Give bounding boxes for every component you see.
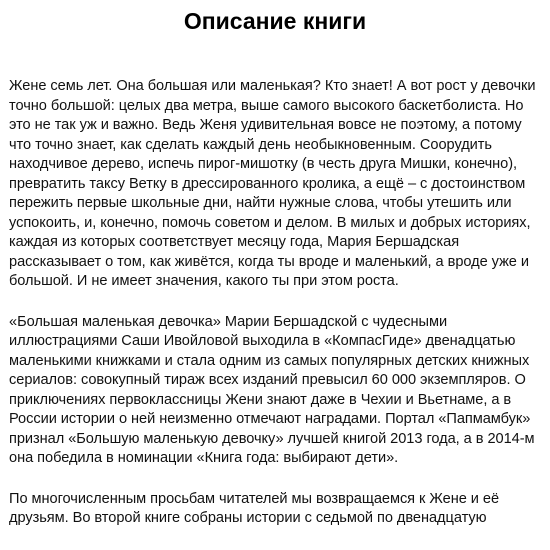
description-body — [9, 77, 545, 550]
description-paragraph-1: Жене семь лет. Она большая или маленькая? Кто знает! А вот рост у девочки точно большой: целых два метра, выше самого высокого баскетболиста. Но это не так уж и важно. Ведь Женя удивительная вовсе не поэтому, а потому что точно знает, как сделать каждый день необыкновенным. Соорудить находчивое дерево, испечь пирог-мишотку (в честь друга Мишки, конечно), превратить таксу Ветку в дрессированного кролика, а ещё – с достоинством пережить первые школьные дни, найти нужные слова, чтобы утешить или успокоить, и, конечно, помочь советом и делом. В милых и добрых историях, каждая из которых соответствует месяцу года, Мария Бершадская рассказывает о том, как живётся, когда ты вроде и маленький, а вроде уже и большой. И не имеет значения, какого ты при этом роста. — [9, 78, 536, 289]
description-paragraph-2: «Большая маленькая девочка» Марии Бершадской с чудесными иллюстрациями Саши Ивойловой выходила в «КомпасГиде» двенадцатью маленькими книжками и стала одним из самых популярных детских книжных сериалов: совокупный тираж всех изданий превысил 60 000 экземпляров. О приключениях первоклассницы Жени знают даже в Чехии и Вьетнаме, а в России истории о ней неизменно отмечают наградами. Портал «Папмамбук» признал «Большую маленькую девочку» лучшей книгой 2013 года, а в 2014-м она победила в номинации «Книга года: выбирают дети». — [9, 313, 535, 466]
description-paragraph-3: По многочисленным просьбам читателей мы возвращаемся к Жене и её друзьям. Во второй книге собраны истории с седьмой по двенадцатую — [9, 490, 500, 526]
page-title: Описание книги — [183, 8, 367, 34]
